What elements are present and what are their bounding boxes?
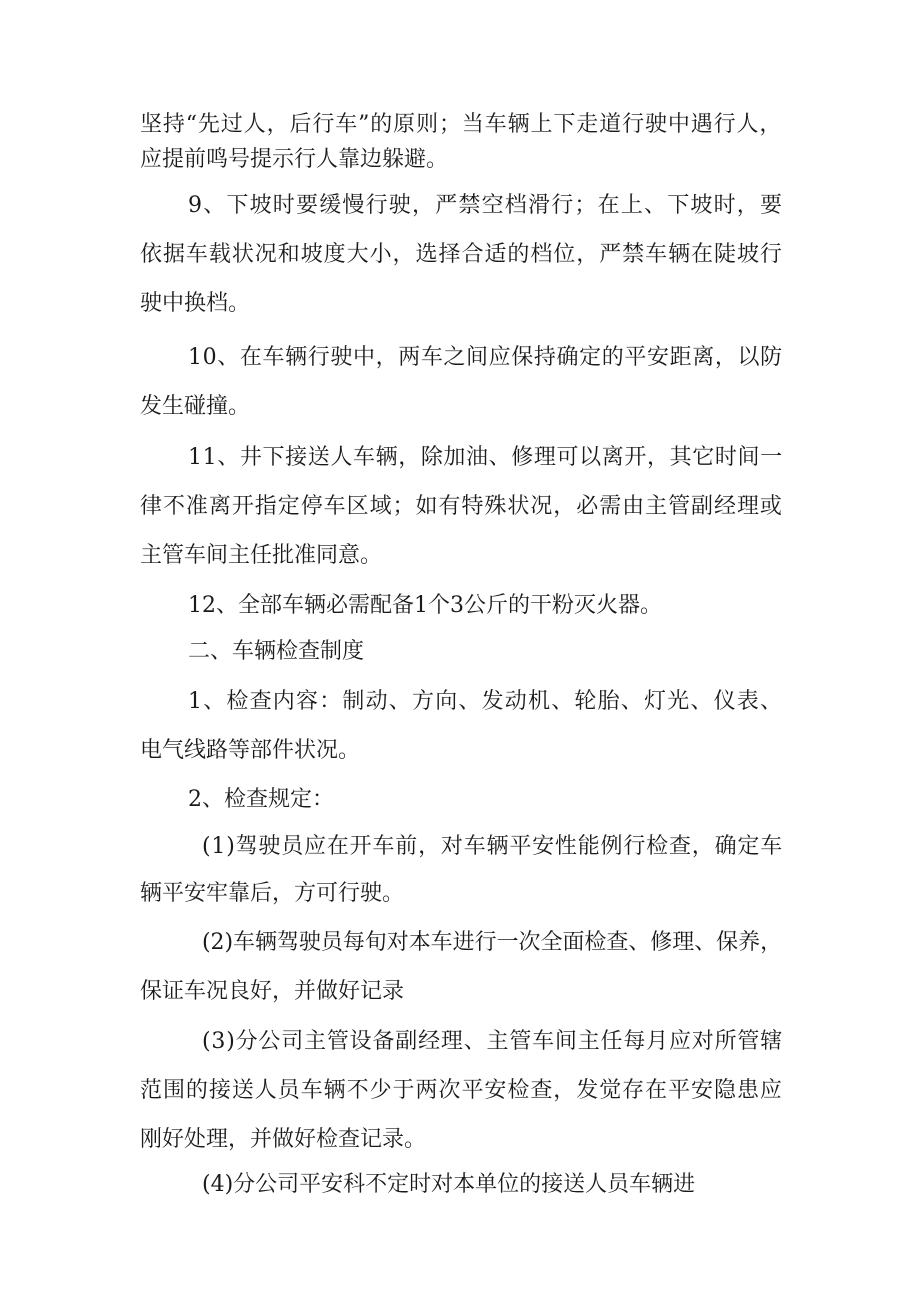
text-line: (3)分公司主管设备副经理、主管车间主任每月应对所管辖 (202, 1029, 784, 1054)
text-line: 10、在车辆行驶中，两车之间应保持确定的平安距离，以防 (188, 345, 783, 370)
text-line: 范围的接送人员车辆不少于两次平安检查，发觉存在平安隐患应 (140, 1078, 783, 1103)
text-line: 刚好处理，并做好检查记录。 (140, 1127, 427, 1152)
text-line: 依据车载状况和坡度大小，选择合适的档位，严禁车辆在陡坡行 (140, 242, 783, 267)
text-line: 主管车间主任批准同意。 (140, 543, 383, 568)
text-line: 电气线路等部件状况。 (140, 738, 361, 763)
text-line: (1)驾驶员应在开车前，对车辆平安性能例行检查，确定车 (202, 834, 784, 859)
text-line: 1、检查内容：制动、方向、发动机、轮胎、灯光、仪表、 (188, 689, 784, 714)
text-line: 发生碰撞。 (140, 394, 251, 419)
text-line: 12、全部车辆必需配备1个3公斤的干粉灭火器。 (188, 593, 662, 618)
text-line: 辆平安牢靠后，方可行驶。 (140, 881, 405, 906)
text-line: 坚持“先过人，后行车”的原则；当车辆上下走道行驶中遇行人， (140, 112, 783, 137)
text-line: (4)分公司平安科不定时对本单位的接送人员车辆进 (202, 1172, 696, 1197)
text-line: 驶中换档。 (140, 291, 251, 316)
text-line: 9、下坡时要缓慢行驶，严禁空档滑行；在上、下坡时，要 (188, 193, 784, 218)
text-line: 2、检查规定： (188, 787, 334, 812)
text-line: 应提前鸣号提示行人靠边躲避。 (140, 147, 449, 172)
text-line: (2)车辆驾驶员每旬对本车进行一次全面检查、修理、保养， (202, 930, 783, 955)
text-line: 二、车辆检查制度 (188, 639, 365, 664)
text-line: 11、井下接送人车辆，除加油、修理可以离开，其它时间一 (188, 445, 783, 470)
text-line: 保证车况良好，并做好记录 (140, 979, 405, 1004)
text-line: 律不准离开指定停车区域；如有特殊状况，必需由主管副经理或 (140, 494, 783, 519)
